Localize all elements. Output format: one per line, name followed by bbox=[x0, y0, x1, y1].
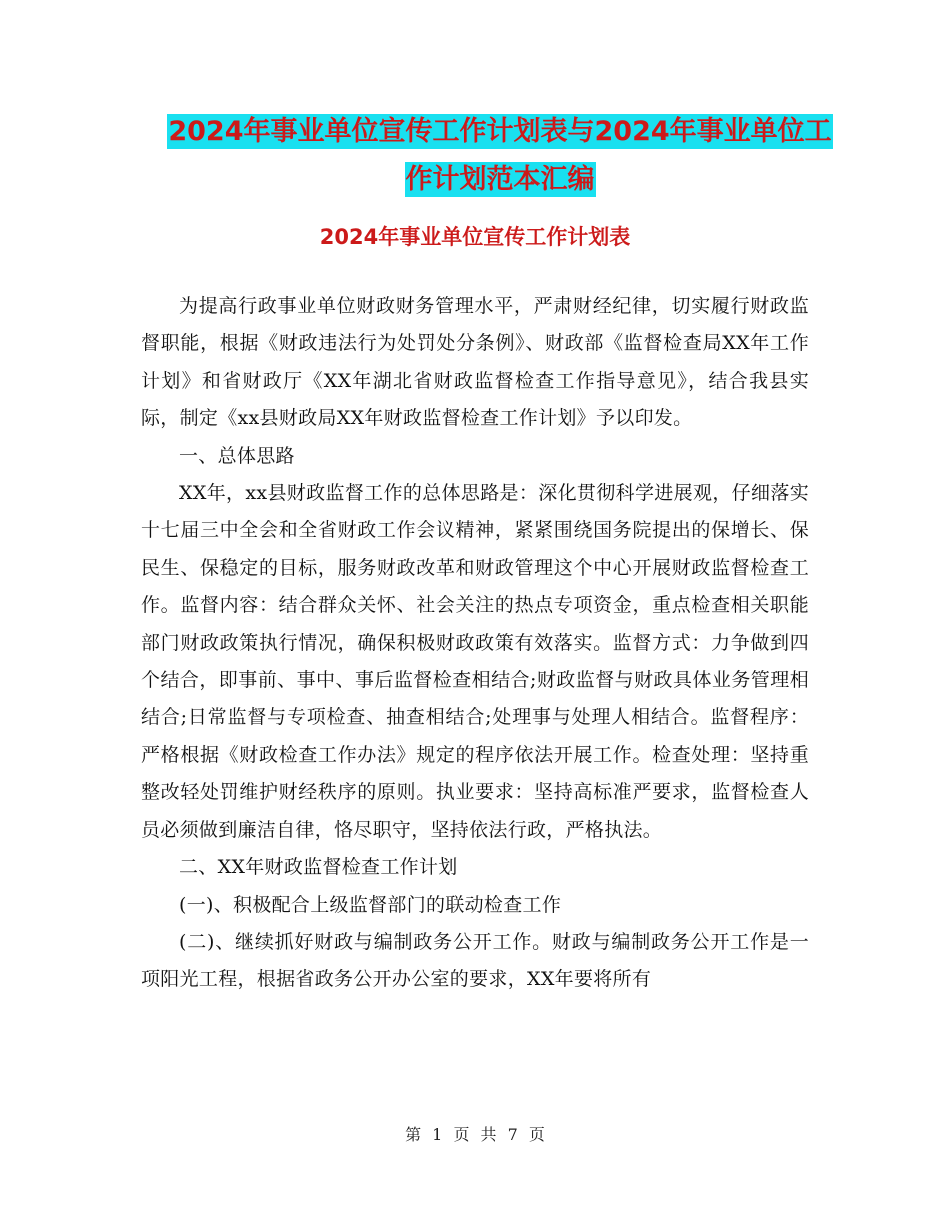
document-title-line-2: 作计划范本汇编 bbox=[405, 164, 595, 195]
intro-paragraph: 为提高行政事业单位财政财务管理水平，严肃财经纪律，切实履行财政监督职能，根据《财政违法行为处罚处分条例》、财政部《监督检查局XX年工作计划》和省财政厅《XX年湖北省财政监督检查工作指导意见》，结合我县实际，制定《xx县财政局XX年财政监督检查工作计划》予以印发。 bbox=[141, 295, 809, 430]
overall-approach-paragraph: XX年，xx县财政监督工作的总体思路是：深化贯彻科学进展观，仔细落实十七届三中全会和全省财政工作会议精神，紧紧围绕国务院提出的保增长、保民生、保稳定的目标，服务财政改革和财政管理这个中心开展财政监督检查工作。监督内容：结合群众关怀、社会关注的热点专项资金，重点检查相关职能部门财政政策执行情况，确保积极财政政策有效落实。监督方式：力争做到四个结合，即事前、事中、事后监督检查相结合;财政监督与财政具体业务管理相结合;日常监督与专项检查、抽查相结合;处理事与处理人相结合。监督程序：严格根据《财政检查工作办法》规定的程序依法开展工作。检查处理：坚持重整改轻处罚维护财经秩序的原则。执业要求：坚持高标准严要求，监督检查人员必须做到廉洁自律，恪尽职守，坚持依法行政，严格执法。 bbox=[141, 482, 809, 841]
document-body bbox=[141, 288, 809, 999]
document-title-line-1: 2024年事业单位宣传工作计划表与2024年事业单位工 bbox=[168, 116, 832, 147]
heading-work-plan: 二、XX年财政监督检查工作计划 bbox=[179, 856, 458, 879]
section-title: 2024年事业单位宣传工作计划表 bbox=[319, 225, 631, 249]
plan-item-2: (二)、继续抓好财政与编制政务公开工作。财政与编制政务公开工作是一项阳光工程，根据省政务公开办公室的要求，XX年要将所有 bbox=[141, 930, 809, 991]
heading-overall-approach: 一、总体思路 bbox=[179, 444, 295, 467]
page-footer: 第 1 页 共 7 页 bbox=[405, 1125, 545, 1144]
document-title bbox=[140, 108, 860, 204]
plan-item-1: (一)、积极配合上级监督部门的联动检查工作 bbox=[179, 893, 562, 916]
